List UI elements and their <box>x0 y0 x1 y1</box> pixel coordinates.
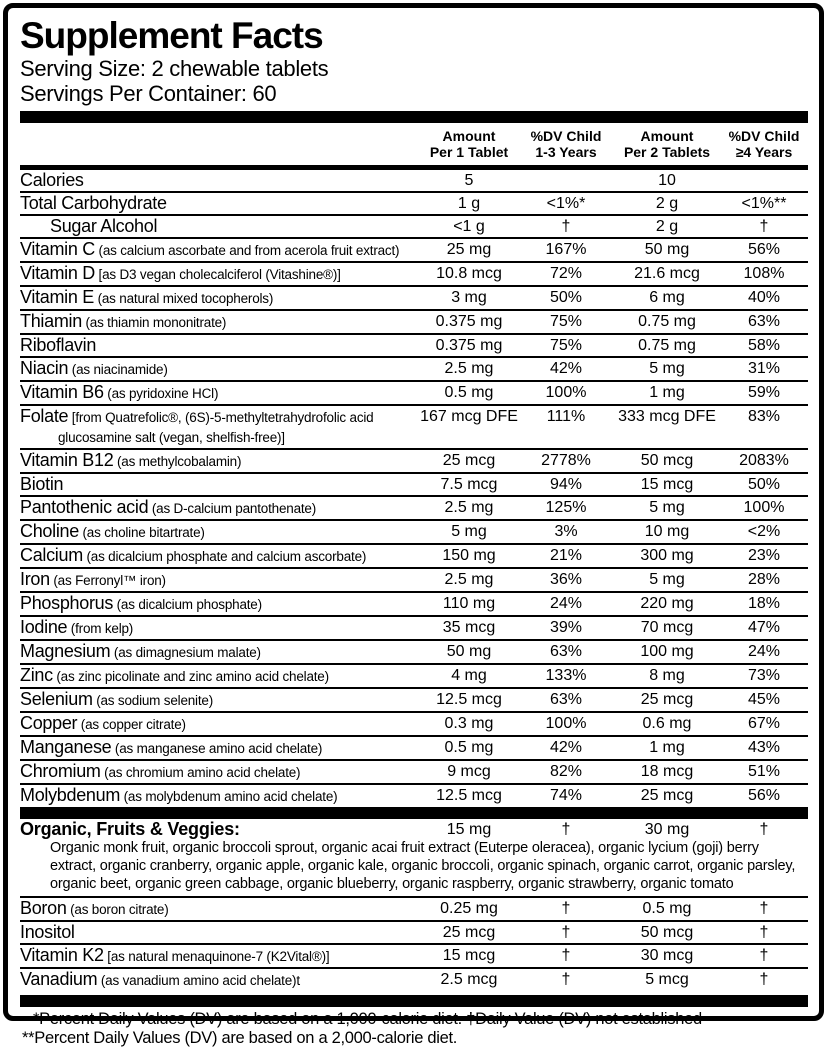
column-header-dv-child-1-3-years: %DV Child 1-3 Years <box>518 128 614 162</box>
amount-per-1-tablet: 4 mg <box>420 666 518 685</box>
facts-table <box>20 170 808 991</box>
amount-per-1-tablet: 9 mcg <box>420 762 518 781</box>
ingredient-note: Organic monk fruit, organic broccoli sprout, organic acai fruit extract (Euterpe oleracea), organic lycium (goji) berry extract, organic cranberry, organic apple, organic kale, organic broccoli, organic spinach, organic carrot, organic parsley, organic beet, organic green cabbage, organic blueberry, organic raspberry, organic strawberry, organic tomato <box>20 839 808 895</box>
dv-child-1-3-years: 75% <box>518 312 614 331</box>
table-row <box>20 263 808 287</box>
nutrient-source-desc: (as copper citrate) <box>77 717 186 732</box>
amount-per-1-tablet: 1 g <box>420 194 518 213</box>
dv-child-1-3-years: 39% <box>518 618 614 637</box>
nutrient-name-text: Folate <box>20 406 68 426</box>
amount-per-1-tablet: 15 mcg <box>420 946 518 965</box>
table-row <box>20 785 808 807</box>
section-divider-bar <box>20 807 808 819</box>
nutrient-name <box>20 359 420 379</box>
amount-per-1-tablet: 2.5 mg <box>420 498 518 517</box>
amount-per-1-tablet: <1 g <box>420 217 518 236</box>
table-row <box>20 358 808 382</box>
dv-child-1-3-years: † <box>518 820 614 839</box>
dv-child-1-3-years: 75% <box>518 336 614 355</box>
table-row <box>20 170 808 193</box>
amount-per-1-tablet: 12.5 mcg <box>420 690 518 709</box>
nutrient-name <box>20 618 420 638</box>
table-row <box>20 382 808 406</box>
dv-child-1-3-years: 21% <box>518 546 614 565</box>
nutrient-name <box>20 546 420 566</box>
amount-per-1-tablet: 0.25 mg <box>420 899 518 918</box>
nutrient-name <box>20 407 420 447</box>
nutrient-name <box>20 217 420 236</box>
amount-per-1-tablet: 5 <box>420 171 518 190</box>
dv-child-4plus-years: 40% <box>720 288 808 307</box>
table-section <box>20 819 808 991</box>
dv-child-4plus-years: 56% <box>720 786 808 805</box>
table-row <box>20 450 808 474</box>
dv-child-1-3-years: 100% <box>518 714 614 733</box>
footnote-2: **Percent Daily Values (DV) are based on a 2,000-calorie diet. <box>33 1029 808 1048</box>
nutrient-name-text: Total Carbohydrate <box>20 193 167 213</box>
table-row <box>20 898 808 922</box>
dv-child-1-3-years: 125% <box>518 498 614 517</box>
nutrient-source-desc: (as vanadium amino acid chelate)t <box>97 973 300 988</box>
nutrient-name-text: Vitamin E <box>20 287 94 307</box>
serving-size: Serving Size: 2 chewable tablets <box>20 56 808 81</box>
nutrient-name-text: Copper <box>20 713 77 733</box>
nutrient-name <box>20 666 420 686</box>
nutrient-name-text: Niacin <box>20 358 68 378</box>
table-row <box>20 922 808 945</box>
amount-per-2-tablets: 300 mg <box>614 546 720 565</box>
amount-per-1-tablet: 110 mg <box>420 594 518 613</box>
nutrient-name-text: Molybdenum <box>20 785 120 805</box>
nutrient-name <box>20 820 420 839</box>
column-headers <box>20 123 808 166</box>
nutrient-name <box>20 714 420 734</box>
amount-per-2-tablets: 10 mg <box>614 522 720 541</box>
amount-per-2-tablets: 0.5 mg <box>614 899 720 918</box>
nutrient-name <box>20 923 420 942</box>
amount-per-1-tablet: 25 mcg <box>420 451 518 470</box>
amount-per-2-tablets: 5 mg <box>614 570 720 589</box>
table-row <box>20 641 808 665</box>
amount-per-2-tablets: 30 mcg <box>614 946 720 965</box>
amount-per-1-tablet: 10.8 mcg <box>420 264 518 283</box>
table-row <box>20 239 808 263</box>
dv-child-4plus-years: 108% <box>720 264 808 283</box>
nutrient-name-text: Iron <box>20 569 50 589</box>
nutrient-source-desc: (as dicalcium phosphate) <box>113 597 262 612</box>
dv-child-4plus-years: 100% <box>720 498 808 517</box>
table-row <box>20 713 808 737</box>
table-row <box>20 819 808 898</box>
amount-per-2-tablets: 70 mcg <box>614 618 720 637</box>
nutrient-name-text: Magnesium <box>20 641 110 661</box>
amount-per-2-tablets: 220 mg <box>614 594 720 613</box>
amount-per-2-tablets: 0.75 mg <box>614 336 720 355</box>
amount-per-2-tablets: 5 mg <box>614 498 720 517</box>
amount-per-2-tablets: 50 mcg <box>614 923 720 942</box>
dv-child-4plus-years: 2083% <box>720 451 808 470</box>
dv-child-1-3-years: 100% <box>518 383 614 402</box>
dv-child-4plus-years: † <box>720 946 808 965</box>
nutrient-name <box>20 498 420 518</box>
amount-per-1-tablet: 167 mcg DFE <box>420 407 518 426</box>
nutrient-name-text: Boron <box>20 898 67 918</box>
dv-child-4plus-years: 18% <box>720 594 808 613</box>
nutrient-name-text: Vitamin B12 <box>20 450 113 470</box>
dv-child-1-3-years: 82% <box>518 762 614 781</box>
header-divider-bar <box>20 111 808 123</box>
table-row <box>20 287 808 311</box>
table-row <box>20 521 808 545</box>
nutrient-name-text: Calcium <box>20 545 83 565</box>
dv-child-1-3-years: † <box>518 217 614 236</box>
nutrient-source-desc: (as dimagnesium malate) <box>110 645 261 660</box>
column-header-amount-per-1-tablet: Amount Per 1 Tablet <box>420 128 518 162</box>
nutrient-source-desc: (as boron citrate) <box>67 902 169 917</box>
amount-per-2-tablets: 25 mcg <box>614 786 720 805</box>
amount-per-2-tablets: 50 mcg <box>614 451 720 470</box>
nutrient-source-desc: (as chromium amino acid chelate) <box>101 765 301 780</box>
nutrient-name-text: Inositol <box>20 922 75 942</box>
amount-per-1-tablet: 150 mg <box>420 546 518 565</box>
amount-per-2-tablets: 5 mg <box>614 359 720 378</box>
dv-child-1-3-years: 42% <box>518 359 614 378</box>
amount-per-2-tablets: 0.6 mg <box>614 714 720 733</box>
amount-per-2-tablets: 333 mcg DFE <box>614 407 720 426</box>
nutrient-name-text: Chromium <box>20 761 101 781</box>
nutrient-name <box>20 288 420 308</box>
nutrient-source-desc: (as D-calcium pantothenate) <box>148 501 316 516</box>
footnote-divider-bar <box>20 995 808 1007</box>
nutrient-name-text: Riboflavin <box>20 335 96 355</box>
dv-child-1-3-years: 42% <box>518 738 614 757</box>
nutrient-name-text: Vitamin C <box>20 239 95 259</box>
dv-child-4plus-years: 73% <box>720 666 808 685</box>
nutrient-name <box>20 738 420 758</box>
table-row <box>20 311 808 335</box>
nutrient-name <box>20 786 420 806</box>
amount-per-1-tablet: 0.375 mg <box>420 312 518 331</box>
dv-child-4plus-years: 24% <box>720 642 808 661</box>
nutrient-source-desc: (as manganese amino acid chelate) <box>111 741 322 756</box>
dv-child-4plus-years: 23% <box>720 546 808 565</box>
nutrient-name-text: Vitamin B6 <box>20 382 104 402</box>
amount-per-2-tablets: 100 mg <box>614 642 720 661</box>
nutrient-name-text: Selenium <box>20 689 93 709</box>
amount-per-2-tablets: 6 mg <box>614 288 720 307</box>
table-row <box>20 406 808 450</box>
amount-per-1-tablet: 12.5 mcg <box>420 786 518 805</box>
amount-per-1-tablet: 0.5 mg <box>420 383 518 402</box>
nutrient-name-text: Choline <box>20 521 79 541</box>
amount-per-1-tablet: 2.5 mg <box>420 359 518 378</box>
dv-child-1-3-years: 3% <box>518 522 614 541</box>
amount-per-2-tablets: 30 mg <box>614 820 720 839</box>
amount-per-1-tablet: 25 mcg <box>420 923 518 942</box>
amount-per-2-tablets: 25 mcg <box>614 690 720 709</box>
nutrient-name <box>20 970 420 990</box>
nutrient-name-text: Biotin <box>20 474 63 494</box>
nutrient-name <box>20 475 420 494</box>
nutrient-source-desc: (as pyridoxine HCl) <box>104 386 219 401</box>
nutrient-source-desc: [as natural menaquinone-7 (K2Vital®)] <box>104 949 330 964</box>
amount-per-1-tablet: 2.5 mcg <box>420 970 518 989</box>
dv-child-4plus-years: 83% <box>720 407 808 426</box>
nutrient-source-desc: (as dicalcium phosphate and calcium ascorbate) <box>83 549 366 564</box>
dv-child-1-3-years: 167% <box>518 240 614 259</box>
amount-per-1-tablet: 0.5 mg <box>420 738 518 757</box>
amount-per-2-tablets: 50 mg <box>614 240 720 259</box>
dv-child-4plus-years: 28% <box>720 570 808 589</box>
table-row <box>20 569 808 593</box>
amount-per-2-tablets: 1 mg <box>614 383 720 402</box>
dv-child-4plus-years: <2% <box>720 522 808 541</box>
table-row <box>20 969 808 991</box>
table-row <box>20 689 808 713</box>
page-title: Supplement Facts <box>20 16 808 56</box>
dv-child-4plus-years: 31% <box>720 359 808 378</box>
nutrient-name-text: Manganese <box>20 737 111 757</box>
nutrient-source-desc: (as zinc picolinate and zinc amino acid chelate) <box>53 669 329 684</box>
nutrient-name <box>20 946 420 966</box>
nutrient-name <box>20 240 420 260</box>
amount-per-1-tablet: 7.5 mcg <box>420 475 518 494</box>
servings-per-container: Servings Per Container: 60 <box>20 81 808 106</box>
nutrient-name <box>20 312 420 332</box>
table-row <box>20 593 808 617</box>
dv-child-4plus-years: † <box>720 820 808 839</box>
dv-child-1-3-years: 24% <box>518 594 614 613</box>
table-row <box>20 761 808 785</box>
nutrient-name <box>20 762 420 782</box>
dv-child-1-3-years: <1%* <box>518 194 614 213</box>
nutrient-name-text: Vitamin K2 <box>20 945 104 965</box>
nutrient-name <box>20 690 420 710</box>
nutrient-name-text: Calories <box>20 170 84 190</box>
amount-per-2-tablets: 2 g <box>614 217 720 236</box>
nutrient-source-desc: (as natural mixed tocopherols) <box>94 291 273 306</box>
amount-per-1-tablet: 50 mg <box>420 642 518 661</box>
dv-child-1-3-years: † <box>518 946 614 965</box>
dv-child-1-3-years: 74% <box>518 786 614 805</box>
amount-per-1-tablet: 15 mg <box>420 820 518 839</box>
dv-child-4plus-years: 56% <box>720 240 808 259</box>
amount-per-2-tablets: 10 <box>614 171 720 190</box>
dv-child-4plus-years: † <box>720 970 808 989</box>
dv-child-4plus-years: 47% <box>720 618 808 637</box>
nutrient-name <box>20 383 420 403</box>
dv-child-4plus-years: † <box>720 899 808 918</box>
table-row <box>20 216 808 239</box>
dv-child-4plus-years: 50% <box>720 475 808 494</box>
dv-child-4plus-years: 67% <box>720 714 808 733</box>
nutrient-source-desc: (from kelp) <box>67 621 133 636</box>
amount-per-1-tablet: 5 mg <box>420 522 518 541</box>
amount-per-2-tablets: 8 mg <box>614 666 720 685</box>
dv-child-4plus-years: † <box>720 923 808 942</box>
dv-child-1-3-years: 94% <box>518 475 614 494</box>
column-header-amount-per-2-tablets: Amount Per 2 Tablets <box>614 128 720 162</box>
nutrient-source-desc: (as sodium selenite) <box>93 693 213 708</box>
nutrient-name-text: Iodine <box>20 617 67 637</box>
amount-per-1-tablet: 0.3 mg <box>420 714 518 733</box>
nutrient-name-text: Phosphorus <box>20 593 113 613</box>
nutrient-name <box>20 642 420 662</box>
nutrient-name <box>20 264 420 284</box>
dv-child-1-3-years: 63% <box>518 690 614 709</box>
column-header-dv-child-4plus-years: %DV Child ≥4 Years <box>720 128 808 162</box>
nutrient-name <box>20 336 420 355</box>
footnote-1: *Percent Daily Values (DV) are based on a 1,000-calorie diet. †Daily Value (DV) not established <box>33 1010 808 1029</box>
nutrient-source-desc: (as thiamin mononitrate) <box>82 315 226 330</box>
dv-child-1-3-years: 63% <box>518 642 614 661</box>
amount-per-1-tablet: 3 mg <box>420 288 518 307</box>
table-row <box>20 945 808 969</box>
column-header-spacer <box>20 128 420 162</box>
amount-per-2-tablets: 18 mcg <box>614 762 720 781</box>
nutrient-name-text: Pantothenic acid <box>20 497 148 517</box>
nutrient-name <box>20 522 420 542</box>
table-row <box>20 474 808 497</box>
amount-per-1-tablet: 0.375 mg <box>420 336 518 355</box>
table-row <box>20 497 808 521</box>
amount-per-2-tablets: 2 g <box>614 194 720 213</box>
dv-child-1-3-years: 2778% <box>518 451 614 470</box>
dv-child-4plus-years: † <box>720 217 808 236</box>
dv-child-1-3-years: † <box>518 899 614 918</box>
dv-child-4plus-years: 59% <box>720 383 808 402</box>
amount-per-1-tablet: 25 mg <box>420 240 518 259</box>
dv-child-4plus-years: 43% <box>720 738 808 757</box>
nutrient-name <box>20 451 420 471</box>
dv-child-1-3-years: 111% <box>518 407 614 426</box>
amount-per-2-tablets: 21.6 mcg <box>614 264 720 283</box>
amount-per-2-tablets: 15 mcg <box>614 475 720 494</box>
nutrient-name <box>20 171 420 190</box>
dv-child-4plus-years: <1%** <box>720 194 808 213</box>
dv-child-1-3-years: † <box>518 923 614 942</box>
amount-per-2-tablets: 1 mg <box>614 738 720 757</box>
amount-per-1-tablet: 35 mcg <box>420 618 518 637</box>
table-section <box>20 170 808 807</box>
dv-child-4plus-years: 45% <box>720 690 808 709</box>
nutrient-source-desc: (as methylcobalamin) <box>113 454 241 469</box>
table-row <box>20 737 808 761</box>
nutrient-name <box>20 570 420 590</box>
table-row <box>20 193 808 216</box>
nutrient-source-desc: (as choline bitartrate) <box>79 525 205 540</box>
supplement-facts-label <box>3 3 824 1021</box>
dv-child-1-3-years: 72% <box>518 264 614 283</box>
nutrient-source-desc: (as Ferronyl™ iron) <box>50 573 166 588</box>
dv-child-4plus-years: 58% <box>720 336 808 355</box>
table-row <box>20 545 808 569</box>
nutrient-name-text: Zinc <box>20 665 53 685</box>
nutrient-name-text: Thiamin <box>20 311 82 331</box>
dv-child-4plus-years: 63% <box>720 312 808 331</box>
amount-per-2-tablets: 0.75 mg <box>614 312 720 331</box>
nutrient-name-text: Organic, Fruits & Veggies: <box>20 819 240 839</box>
amount-per-1-tablet: 2.5 mg <box>420 570 518 589</box>
table-row <box>20 617 808 641</box>
table-row <box>20 335 808 358</box>
nutrient-name-text: Vitamin D <box>20 263 95 283</box>
nutrient-source-desc: [as D3 vegan cholecalciferol (Vitashine®)] <box>95 267 341 282</box>
dv-child-4plus-years: 51% <box>720 762 808 781</box>
nutrient-name-text: Sugar Alcohol <box>20 216 157 236</box>
nutrient-source-desc: (as molybdenum amino acid chelate) <box>120 789 337 804</box>
nutrient-source-desc: (as calcium ascorbate and from acerola fruit extract) <box>95 243 399 258</box>
dv-child-1-3-years: † <box>518 970 614 989</box>
nutrient-name-text: Vanadium <box>20 969 97 989</box>
nutrient-source-desc: (as niacinamide) <box>68 362 167 377</box>
dv-child-1-3-years: 133% <box>518 666 614 685</box>
nutrient-name <box>20 194 420 213</box>
amount-per-2-tablets: 5 mcg <box>614 970 720 989</box>
nutrient-name <box>20 899 420 919</box>
nutrient-name <box>20 594 420 614</box>
table-row <box>20 665 808 689</box>
nutrient-source-desc: [from Quatrefolic®, (6S)-5-methyltetrahydrofolic acid glucosamine salt (vegan, shelfish-free)] <box>58 410 374 445</box>
dv-child-1-3-years: 36% <box>518 570 614 589</box>
dv-child-1-3-years: 50% <box>518 288 614 307</box>
footnotes <box>20 1007 808 1048</box>
